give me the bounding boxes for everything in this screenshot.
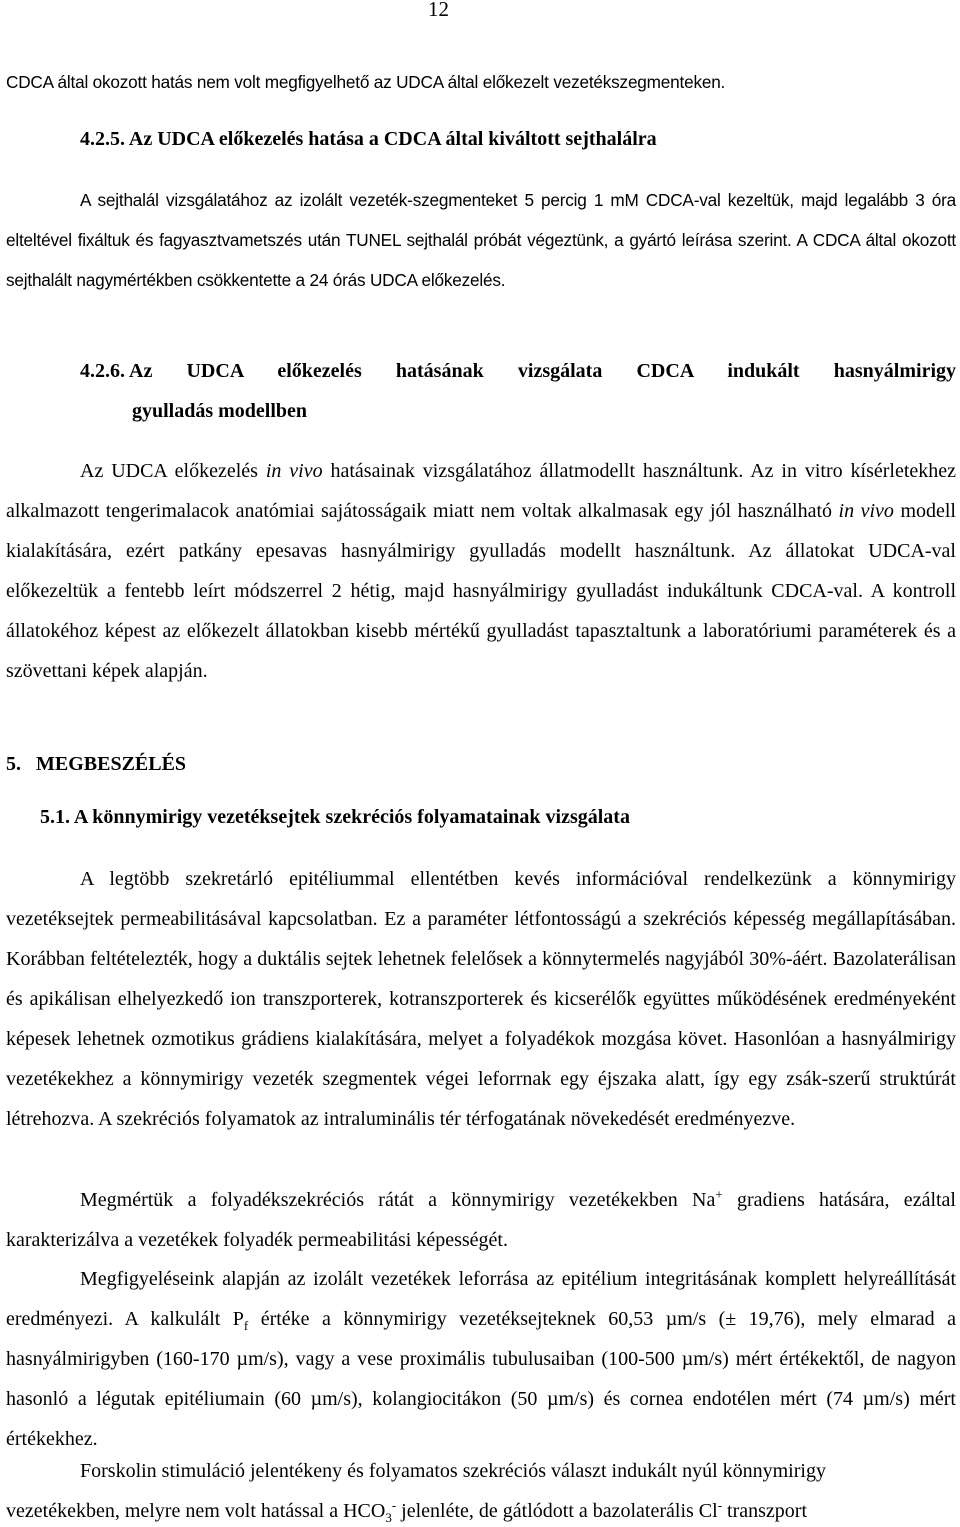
heading-title-line1: Az UDCA előkezelés hatásának vizsgálata CDCA indukált hasnyálmirigy — [129, 360, 956, 382]
paragraph-5-1-c — [6, 1259, 956, 1459]
superscript: + — [715, 1186, 723, 1202]
heading-4-2-5 — [80, 128, 657, 151]
paragraph-4-2-5: A sejthalál vizsgálatához az izolált vezeték-szegmenteket 5 percig 1 mM CDCA-val kezeltük, majd legalább 3 óra elteltével fixáltuk és fagyasztvametszés után TUNEL sejthalál próbát végeztünk, a gyártó leírása szerint. A CDCA által okozott sejthalált nagymértékben csökkentette a 24 órás UDCA előkezelés. — [6, 190, 956, 290]
heading-title-line2: gyulladás modellben — [132, 400, 308, 422]
paragraph-5-1-a: A legtöbb szekretárló epitéliummal ellentétben kevés információval rendelkezünk a könnymirigy vezetéksejtek permeabilitásával kapcsolatban. Ez a paraméter létfontosságú a szekréciós képesség megállapításában. Korábban feltételezték, hogy a duktális sejtek lehetnek felelősek a könnytermelés nagyjából 30%-áért. Bazolaterálisan és apikálisan elhelyezkedő ion transzporterek, kotranszporterek és kicserélők együttes működésének eredményeként képesek lehetnek ozmotikus grádiens kialakítására, melyet a folyadékok mozgása követ. Hasonlóan a hasnyálmirigy vezetékekhez a könnymirigy vezeték szegmentek végei leforrnak egy éjszaka alatt, így egy zsák-szerű struktúrát létrehozva. A szekréciós folyamatok az intraluminális tér térfogatának növekedését eredményezve. — [6, 868, 956, 1130]
italic-run: in vivo — [838, 500, 894, 522]
text-run: Megfigyeléseink alapján az izolált vezetékek leforrása az epitélium integritásának komplett helyreállítását eredményezi. A kalkulált P — [6, 1268, 956, 1330]
text-run: Az UDCA előkezelés — [80, 460, 266, 482]
heading-title: Az UDCA előkezelés hatása a CDCA által kiváltott sejthalálra — [128, 128, 657, 150]
text-run: transzport — [722, 1500, 808, 1522]
superscript: - — [717, 1497, 723, 1513]
text-run: hatásainak vizsgálatához állatmodellt használtunk. Az in vitro kísérletekhez alkalmazott tengerimalacok anatómiai sajátosságaik miatt nem voltak alkalmasak egy jól használható — [6, 460, 957, 522]
heading-title: MEGBESZÉLÉS — [36, 753, 187, 775]
heading-5-1 — [40, 806, 630, 829]
text-run: vezetékekben, melyre nem volt hatással a HCO — [6, 1500, 386, 1522]
heading-number: 5.1. — [40, 806, 70, 828]
subscript: f — [243, 1318, 249, 1333]
heading-number: 4.2.5. — [80, 128, 125, 150]
page-number: 12 — [428, 0, 449, 21]
heading-title: A könnymirigy vezetéksejtek szekréciós folyamatainak vizsgálata — [73, 806, 630, 828]
heading-number: 4.2.6. — [80, 360, 125, 382]
italic-run: in vivo — [265, 460, 323, 482]
subscript: 3 — [385, 1510, 392, 1525]
heading-number: 5. — [6, 753, 21, 775]
paragraph-5-1-d-line2 — [6, 1497, 956, 1525]
paragraph-4-2-6 — [6, 451, 956, 691]
paragraph-5-1-b — [6, 1180, 956, 1260]
superscript: - — [391, 1497, 397, 1513]
text-run: értéke a könnymirigy vezetéksejteknek 60,53 µm/s (± 19,76), mely elmarad a hasnyálmirigyben (160-170 µm/s), vagy a vese proximális tubulusaiban (100-500 µm/s) mért értékektől, de nagyon hasonló a légutak epitéliumain (60 µm/s), kolangiocitákon (50 µm/s) és cornea endotélen mért (74 µm/s) mért értékekhez. — [6, 1308, 957, 1450]
heading-5 — [6, 753, 186, 776]
text-run: modell kialakítására, ezért patkány epesavas hasnyálmirigy gyulladás modellt használtunk. Az állatokat UDCA-val előkezeltük a fentebb leírt módszerrel 2 hétig, majd hasnyálmirigy gyulladást indukáltunk CDCA-val. A kontroll állatokéhoz képest az előkezelt állatokban kisebb mértékű gyulladást tapasztaltunk a laboratóriumi paraméterek és a szövettani képek alapján. — [6, 500, 956, 682]
text-run: jelenléte, de gátlódott a bazolaterális Cl — [396, 1500, 718, 1522]
text-run: Megmértük a folyadékszekréciós rátát a könnymirigy vezetékekben Na — [80, 1189, 716, 1211]
text-run: gradiens hatására, ezáltal karakterizálva a vezetékek folyadék permeabilitási képességét. — [6, 1189, 956, 1251]
intro-line: CDCA által okozott hatás nem volt megfigyelhető az UDCA által előkezelt vezetékszegmenteken. — [6, 72, 726, 92]
heading-4-2-6 — [80, 360, 956, 423]
paragraph-5-1-d-line1: Forskolin stimuláció jelentékeny és folyamatos szekréciós választ indukált nyúl könnymirigy — [80, 1460, 826, 1482]
